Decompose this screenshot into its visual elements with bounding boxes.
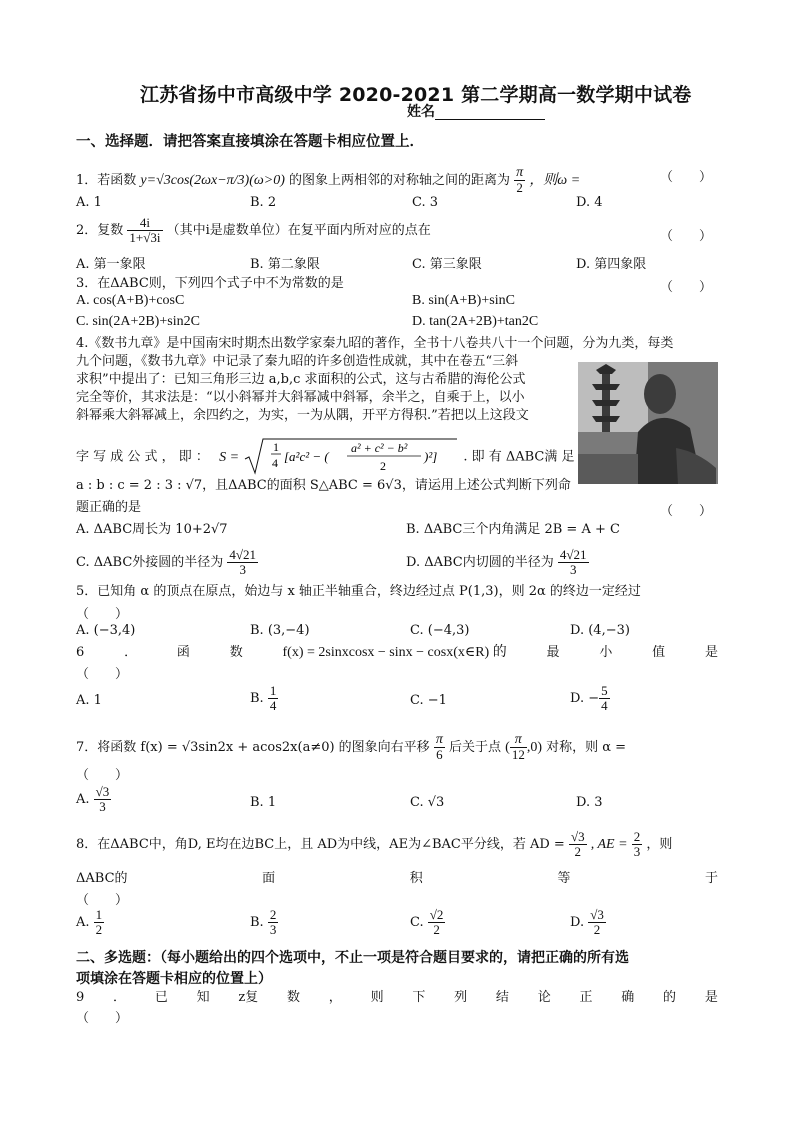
q5-option-a[interactable]: A. (−3,4): [76, 623, 136, 638]
q8-option-b[interactable]: B. $\frac{2}{3}$: [250, 907, 277, 937]
q4-line-1: 4.《数书九章》是中国南宋时期杰出数学家秦九昭的著作，全书十八卷共八十一个问题，分为九类，每类: [76, 336, 674, 351]
q6-answer-paren[interactable]: （ ）: [76, 667, 129, 682]
svg-text:4: 4: [272, 456, 279, 470]
q4-option-b[interactable]: B. ΔABC三个内角满足 2B = A + C: [406, 522, 620, 537]
svg-text:[a²c² − (: [a²c² − (: [284, 449, 329, 464]
q1-stem: 1．若函数 y=√3cos(2ωx−π/3)(ω>0) 的图象上两相邻的对称轴之间的距离为 $\frac{\pi}{2}$ ，则ω =: [76, 165, 581, 195]
svg-text:)²]: )²]: [424, 449, 438, 464]
q3-stem: 3．在ΔABC则，下列四个式子中不为常数的是: [76, 276, 344, 291]
q3-answer-paren[interactable]: （ ）: [660, 280, 713, 295]
q4-option-c[interactable]: C. ΔABC外接圆的半径为 $\frac{4√21}{3}$: [76, 547, 257, 577]
q6-option-a[interactable]: A. 1: [76, 693, 102, 708]
q4-formula-line: 字 写 成 公 式 ， 即 ： S = 1 4 [a²c² − ( a² + c² − b² 2 )²] . 即 有 ΔABC满 足: [76, 437, 575, 477]
svg-text:2: 2: [380, 459, 387, 473]
q7-option-b[interactable]: B. 1: [250, 795, 277, 810]
qin-jiushao-portrait: [578, 362, 718, 484]
q8-option-d[interactable]: D. $\frac{√3}{2}$: [570, 907, 604, 937]
name-field[interactable]: [407, 104, 545, 120]
q1-option-c[interactable]: C. 3: [412, 195, 439, 210]
q4-condition: a : b : c = 2 : 3 : √7，且ΔABC的面积 S△ABC = 6√3，请运用上述公式判断下列命: [76, 478, 571, 493]
q4-line-4: 完全等价，其求法是：“以小斜幂并大斜幂减中斜幂，余半之，自乘于上，以小: [76, 390, 525, 405]
q6-option-b[interactable]: B. $\frac{1}{4}$: [250, 683, 277, 713]
q3-option-d[interactable]: D. tan(2A+2B)+tan2C: [412, 314, 539, 329]
q8-stem: 8．在ΔABC中，角D, E均在边BC上，且 AD为中线，AE为∠BAC平分线，若 AD = $\frac{√3}{2}$ , AE = $\frac{2}{3}$ ，则: [76, 829, 673, 859]
q2-option-a[interactable]: A. 第一象限: [76, 257, 146, 272]
name-label: 姓名: [407, 104, 435, 120]
q4-line-2: 九个问题，《数书九章》中记录了秦九昭的许多创造性成就，其中在卷五“三斜: [76, 354, 519, 369]
q3-option-b[interactable]: B. sin(A+B)+sinC: [412, 293, 515, 308]
svg-text:a² + c² − b²: a² + c² − b²: [351, 441, 408, 455]
q1-option-d[interactable]: D. 4: [576, 195, 603, 210]
name-blank[interactable]: [435, 105, 545, 120]
q4-line-3: 求积”中提出了：已知三角形三边 a,b,c 求面积的公式，这与古希腊的海伦公式: [76, 372, 526, 387]
q8-answer-paren[interactable]: （ ）: [76, 893, 129, 908]
q9-answer-paren[interactable]: （ ）: [76, 1011, 129, 1026]
section1-heading: 一、选择题．请把答案直接填涂在答题卡相应位置上．: [76, 134, 424, 150]
q5-answer-paren[interactable]: （ ）: [76, 607, 129, 622]
portrait-caption: [578, 362, 579, 363]
q7-stem: 7．将函数 f(x) = √3sin2x + acos2x(a≠0) 的图象向右平移 $\frac{\pi}{6}$ 后关于点 ( $\frac{\pi}{12}$ ,0) 对称，则 α =: [76, 732, 627, 762]
q2-option-d[interactable]: D. 第四象限: [576, 257, 647, 272]
q1-fraction: $\frac{\pi}{2}$: [516, 165, 524, 195]
q7-option-a[interactable]: A. $\frac{√3}{3}$: [76, 784, 110, 814]
q3-option-a[interactable]: A. cos(A+B)+cosC: [76, 293, 185, 308]
q6-option-d[interactable]: D. − $\frac{5}{4}$: [570, 683, 608, 713]
section2-heading-line1: 二、多选题：（每小题给出的四个选项中，不止一项是符合题目要求的，请把正确的所有选: [76, 950, 629, 966]
q8-option-a[interactable]: A. $\frac{1}{2}$: [76, 907, 103, 937]
q6-stem: 6 ． 函 数 f(x) = 2sinxcosx − sinx − cosx(x∈R) 的 最 小 值 是: [76, 645, 718, 660]
q2-option-b[interactable]: B. 第二象限: [250, 257, 320, 272]
q1-option-a[interactable]: A. 1: [76, 195, 102, 210]
q2-stem: 2．复数 $\frac{4i}{1+√3i}$ （其中i是虚数单位）在复平面内所对应的点在: [76, 215, 431, 245]
q4-last-line: 题正确的是: [76, 500, 142, 515]
q6-option-c[interactable]: C. −1: [410, 693, 447, 708]
q5-stem: 5．已知角 α 的顶点在原点，始边与 x 轴正半轴重合，终边经过点 P(1,3)，则 2α 的终边一定经过: [76, 584, 641, 599]
q2-fraction: $\frac{4i}{1+√3i}$: [129, 215, 161, 245]
q8-option-c[interactable]: C. $\frac{√2}{2}$: [410, 907, 444, 937]
page-title: 江苏省扬中市高级中学 2020-2021 第二学期高一数学期中试卷: [140, 84, 692, 106]
q7-option-c[interactable]: C. √3: [410, 795, 445, 810]
q4-formula-svg: [243, 437, 459, 477]
q5-option-c[interactable]: C. (−4,3): [410, 623, 470, 638]
q5-option-b[interactable]: B. (3,−4): [250, 623, 310, 638]
q4-option-d[interactable]: D. ΔABC内切圆的半径为 $\frac{4√21}{3}$: [406, 547, 587, 577]
q4-answer-paren[interactable]: （ ）: [660, 504, 713, 519]
q1-formula: y=√3cos(2ωx−π/3)(ω>0): [140, 173, 285, 188]
svg-text:1: 1: [273, 440, 280, 454]
q9-stem: 9 ． 已 知 z复 数 ， 则 下 列 结 论 正 确 的 是: [76, 990, 718, 1005]
q1-option-b[interactable]: B. 2: [250, 195, 277, 210]
q2-option-c[interactable]: C. 第三象限: [412, 257, 482, 272]
section2-heading-line2: 项填涂在答题卡相应的位置上）: [76, 971, 272, 987]
portrait-illustration: [578, 362, 718, 484]
q3-option-c[interactable]: C. sin(2A+2B)+sin2C: [76, 314, 200, 329]
q4-option-a[interactable]: A. ΔABC周长为 10+2√7: [76, 522, 228, 537]
q7-answer-paren[interactable]: （ ）: [76, 768, 129, 783]
q7-option-d[interactable]: D. 3: [576, 795, 603, 810]
q8-stem-line2: ΔABC的 面 积 等 于: [76, 871, 718, 886]
q5-option-d[interactable]: D. (4,−3): [570, 623, 630, 638]
q2-answer-paren[interactable]: （ ）: [660, 229, 713, 244]
q1-answer-paren[interactable]: （ ）: [660, 170, 713, 185]
q4-line-5: 斜幂乘大斜幂减上，余四约之，为实，一为从隅，开平方得积.”若把以上这段文: [76, 408, 529, 423]
